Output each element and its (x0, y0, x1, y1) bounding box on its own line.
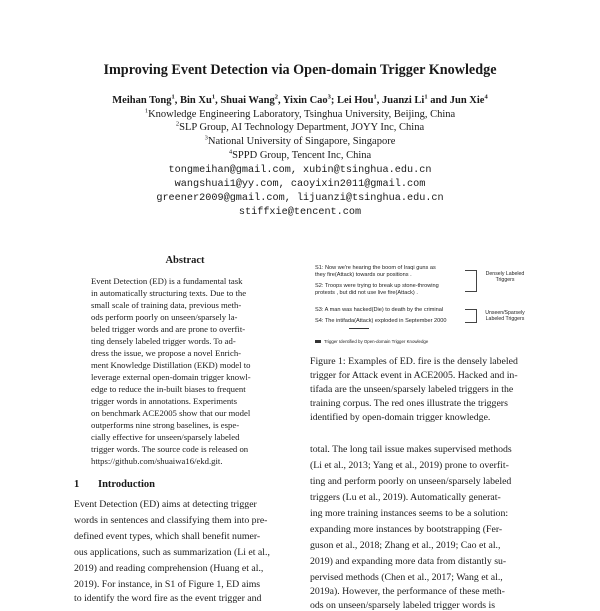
figure-sentence: S1: Now we're hearing the boom of Iraqi guns as (315, 265, 436, 271)
abstract-line: ting densely labeled trigger words. To ad- (91, 336, 236, 346)
affiliation: $^2$SLP Group, AI Technology Department, JOYY Inc, China (175, 120, 425, 133)
intro-line: Event Detection (ED) aims at detecting trigger (74, 499, 257, 510)
figure-sentence: protests , but did not use live fire(Attack) . (315, 290, 418, 296)
email-line: stiffxie@tencent.com (238, 207, 362, 218)
body-line: total. The long tail issue makes supervised methods (310, 444, 512, 455)
caption-line: tifada are the unseen/sparsely labeled triggers in the (310, 384, 514, 395)
caption-line: trigger for Attack event in ACE2005. Hacked and in- (310, 370, 518, 381)
trigger-underline (349, 328, 369, 329)
email-line: wangshuai1@yy.com, caoyixin2011@gmail.com (174, 179, 426, 190)
body-line: ting and perform poorly on unseen/sparsely labeled (310, 476, 512, 487)
affiliation: $^3$National University of Singapore, Singapore (204, 134, 396, 147)
author: Meihan Tong$^1$ (112, 93, 175, 106)
section-heading (74, 479, 155, 490)
abstract-line: in automatically structuring texts. Due to the (91, 288, 247, 298)
group-label-sparse: Unseen/Sparsely Labeled Triggers (485, 310, 525, 322)
abstract-heading: Abstract (165, 255, 205, 266)
figure-1 (305, 265, 535, 345)
intro-line: to identify the word fire as the event trigger and (74, 593, 262, 604)
author: Bin Xu$^1$ (180, 93, 216, 106)
abstract-line: ods perform poorly on unseen/sparsely la- (91, 312, 238, 322)
body-line: expanding more instances by bootstrapping (Fer- (310, 524, 503, 535)
abstract-line: outperforms nine strong baselines, is espe- (91, 420, 240, 430)
email-line: tongmeihan@gmail.com, xubin@tsinghua.edu.cn (168, 165, 432, 176)
intro-line: words in sentences and classifying them into pre- (74, 515, 268, 526)
intro-line: ous applications, such as summarization (Li et al., (74, 547, 270, 558)
caption-line: identified by open-domain trigger knowledge. (310, 412, 491, 423)
abstract-line: ment Knowledge Distillation (EKD) model to (91, 360, 251, 370)
author: Lei Hou$^1$ (337, 93, 377, 106)
intro-line: defined event types, which shall benefit numer- (74, 531, 261, 542)
body-line: ing more training instances seems to be a solution: (310, 508, 509, 519)
author: Juanzi Li$^1$ (382, 93, 428, 106)
figure-sentence: S4: The intifada(Attack) exploded in September 2000 (315, 318, 447, 324)
body-line: (Li et al., 2013; Yang et al., 2019) prone to overfit- (310, 460, 509, 471)
abstract-line: trigger words. The source code is released on (91, 444, 249, 454)
body-line: 2019a). However, the performance of these meth- (310, 586, 505, 597)
abstract-line: leverage external open-domain trigger knowl- (91, 372, 251, 382)
affiliation: $^4$SPPD Group, Tencent Inc, China (228, 148, 372, 161)
email-line: greener2009@gmail.com, lijuanzi@tsinghua.edu.cn (156, 193, 444, 204)
figure-sentence: S3: A man was hacked(Die) to death by the criminal (315, 307, 444, 313)
figure-sentence: they fire(Attack) towards our positions . (315, 272, 412, 278)
author: Jun Xie$^4$ (449, 93, 488, 106)
affiliation: $^1$Knowledge Engineering Laboratory, Tsinghua University, Beijing, China (144, 107, 456, 120)
abstract-line: https://github.com/shuaiwa16/ekd.git. (91, 456, 223, 466)
body-line: 2019) and expanding more data from distantly su- (310, 556, 507, 567)
legend-swatch (315, 340, 321, 343)
figure-legend: Trigger Identified by Open-domain Trigger Knowledge (315, 339, 428, 344)
section-title: Introduction (98, 479, 155, 490)
intro-line: 2019). For instance, in S1 of Figure 1, ED aims (74, 579, 261, 590)
body-line: triggers (Lu et al., 2019). Automatically generat- (310, 492, 501, 503)
caption-line: training corpus. The red ones illustrate the triggers (310, 398, 508, 409)
paper-title: Improving Event Detection via Open-domain Trigger Knowledge (103, 62, 497, 78)
abstract-line: trigger words in annotations. Experiments (91, 396, 237, 406)
group-bracket (465, 309, 477, 323)
abstract-line: dress the issue, we propose a novel Enrich- (91, 348, 242, 358)
abstract-line: small scale of training data, previous meth- (91, 300, 242, 310)
abstract-line: beled trigger words and are prone to overfit- (91, 324, 246, 334)
abstract-line: cially effective for unseen/sparsely labeled (91, 432, 240, 442)
abstract-line: on benchmark ACE2005 show that our model (91, 408, 251, 418)
group-label-dense: Densely Labeled Triggers (485, 271, 525, 283)
body-line: pervised methods (Chen et al., 2017; Wang et al., (310, 572, 503, 583)
group-bracket (465, 270, 477, 292)
caption-line: Figure 1: Examples of ED. fire is the densely labeled (310, 356, 518, 367)
author: Shuai Wang$^2$ (220, 93, 278, 106)
abstract-line: edge to reduce the in-built biases to frequent (91, 384, 246, 394)
intro-line: 2019) and reading comprehension (Huang et al., (74, 563, 264, 574)
author-list: Meihan Tong$^1$, Bin Xu$^1$, Shuai Wang$^2$, Yixin Cao$^3$; Lei Hou$^1$, Juanzi Li$^1$ and Jun Xie$^4$ (112, 93, 488, 106)
abstract-line: Event Detection (ED) is a fundamental task (91, 276, 243, 286)
body-line: ods on unseen/sparsely labeled trigger words is (310, 600, 496, 611)
figure-sentence: S2: Troops were trying to break up stone-throwing (315, 283, 439, 289)
author: Yixin Cao$^3$ (282, 93, 331, 106)
section-number: 1 (74, 479, 80, 490)
body-line: guson et al., 2018; Zhang et al., 2019; Cao et al., (310, 540, 501, 551)
